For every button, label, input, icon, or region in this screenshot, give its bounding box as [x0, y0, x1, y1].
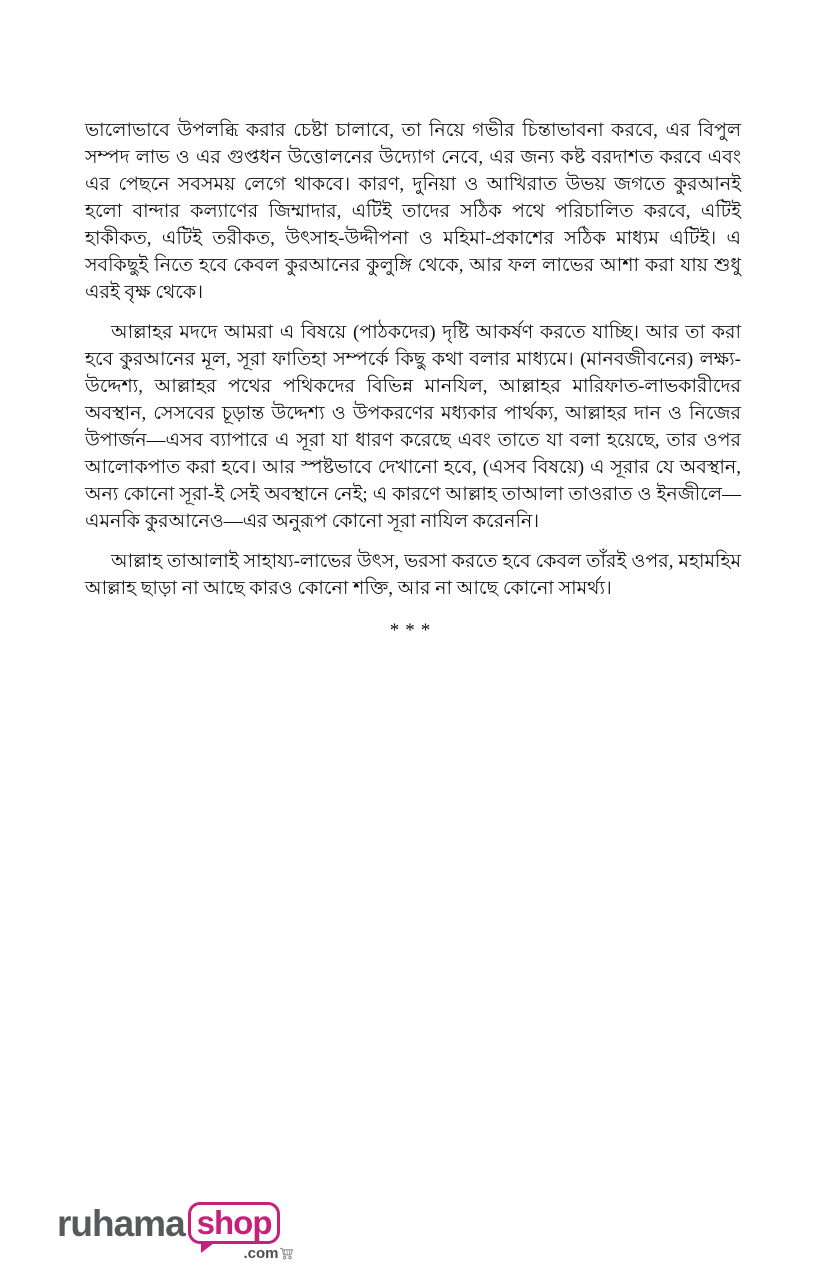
paragraph: ভালোভাবে উপলব্ধি করার চেষ্টা চালাবে, তা নিয়ে গভীর চিন্তাভাবনা করবে, এর বিপুল সম্পদ লাভ ও এর গুপ্তধন উত্তোলনের উদ্যোগ নেবে, এর জন্য কষ্ট বরদাশত করবে এবং এর পেছনে সবসময় লেগে থাকবে। কারণ, দুনিয়া ও আখিরাত উভয় জগতে কুরআনই হলো বান্দার কল্যাণের জিম্মাদার, এটিই তাদের সঠিক পথে পরিচালিত করবে, এটিই হাকীকত, এটিই তরীকত, উৎসাহ-উদ্দীপনা ও মহিমা-প্রকাশের সঠিক মাধ্যম এটিই। এ সবকিছুই নিতে হবে কেবল কুরআনের কুলুঙ্গি থেকে, আর ফল লাভের আশা করা যায় শুধু এরই বৃক্ষ থেকে।: [85, 120, 741, 303]
paragraph: আল্লাহর মদদে আমরা এ বিষয়ে (পাঠকদের) দৃষ্টি আকর্ষণ করতে যাচ্ছি। আর তা করা হবে কুরআনের মূল, সূরা ফাতিহা সম্পর্কে কিছু কথা বলার মাধ্যমে। (মানবজীবনের) লক্ষ্য-উদ্দেশ্য, আল্লাহর পথের পথিকদের বিভিন্ন মানযিল, আল্লাহর মারিফাত-লাভকারীদের অবস্থান, সেসবের চূড়ান্ত উদ্দেশ্য ও উপকরণের মধ্যকার পার্থক্য, আল্লাহর দান ও নিজের উপার্জন—এসব ব্যাপারে এ সূরা যা ধারণ করেছে এবং তাতে যা বলা হয়েছে, তার ওপর আলোকপাত করা হবে। আর স্পষ্টভাবে দেখানো হবে, (এসব বিষয়ে) এ সূরার যে অবস্থান, অন্য কোনো সূরা-ই সেই অবস্থানে নেই; এ কারণে আল্লাহ তাআলা তাওরাত ও ইনজীলে—এমনকি কুরআনেও—এর অনুরূপ কোনো সূরা নাযিল করেননি।: [85, 322, 741, 532]
logo-row: [57, 1202, 280, 1262]
body-text-block: [85, 117, 741, 642]
paragraph: আল্লাহ তাআলাই সাহায্য-লাভের উৎস, ভরসা করতে হবে কেবল তাঁরই ওপর, মহামহিম আল্লাহ ছাড়া না আছে কারও কোনো শক্তি, আর না আছে কোনো সামর্থ্য।: [85, 551, 741, 599]
logo-domain-row: [243, 1246, 294, 1261]
logo-speech-bubble: [188, 1202, 281, 1262]
paragraphs-container: [85, 117, 741, 602]
logo-bubble-box: [188, 1202, 281, 1244]
speech-bubble-tail-icon: [201, 1243, 214, 1253]
section-divider: ***: [389, 620, 437, 641]
logo-text-ruhama: ruhama: [57, 1202, 185, 1244]
logo-text-com: .com: [243, 1245, 279, 1262]
shopping-cart-icon: [279, 1247, 294, 1260]
ruhamashop-logo: [57, 1202, 280, 1262]
logo-text-shop: shop: [196, 1204, 272, 1241]
